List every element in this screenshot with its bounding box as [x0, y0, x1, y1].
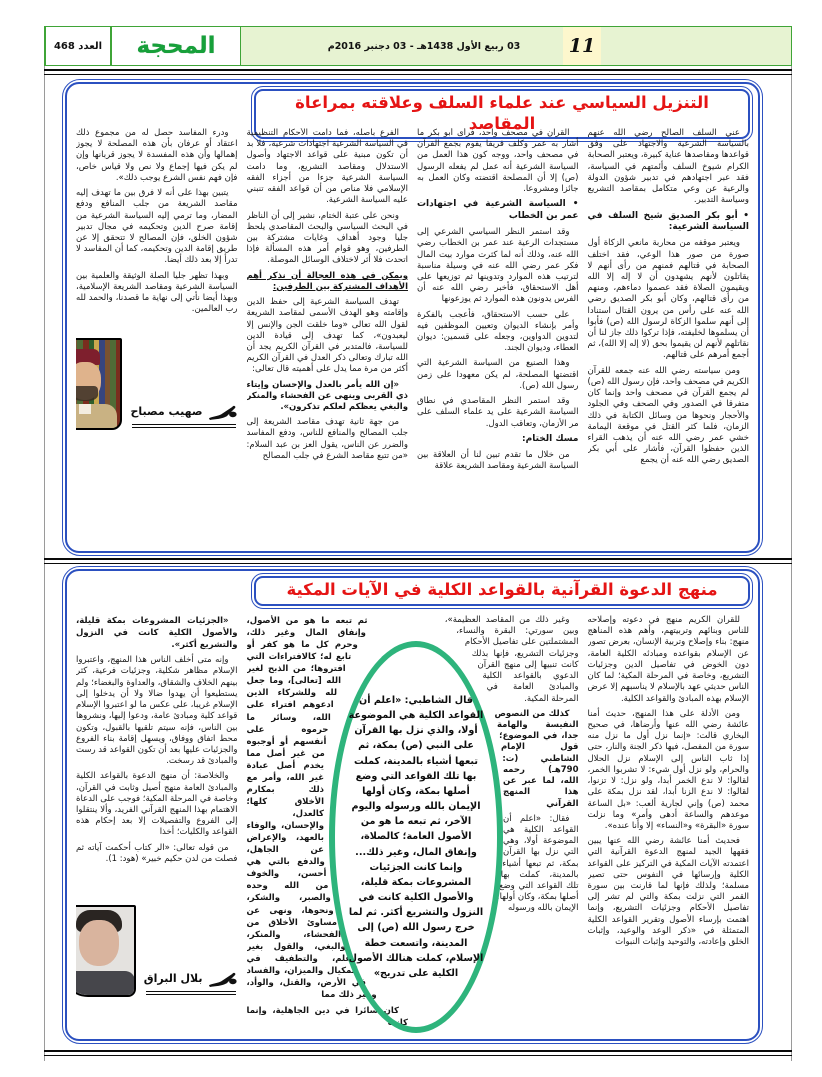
page-header: [44, 26, 792, 66]
author-name: صهيب مصباح: [130, 404, 203, 418]
article-2-column-4: [76, 615, 238, 1035]
paragraph: ويعتبر موقفه من محاربة مانعي الزكاة أول صورة من صور هذا الوعي، فقد اختلف الصحابة في قتالهم فمنهم من رأى أنهم لا يقاتلون لأنهم يشهدون أن لا إله إلا الله ويقيمون الصلاة فقد عصموا دماءهم، ومنهم من رأى قتالهم، وكان أبو بكر الصديق رضي الله عنه على رأس من يرون القتال استنادا إلى أنهم سلموا الزكاة لرسول الله (ص) فأبوا أن يسلموها لخليفته، فإذا تركوا ذلك جاز لنا أن نقاتلهم لأنهم لن يقيموا بحق (لا إله إلا الله)، ثم أجمع أمرهم على قتالهم.: [587, 238, 749, 361]
hadith-quote: ومن الأدلة على هذا المنهج، حديث أمنا عائشة رضي الله عنها وأرضاها، في صحيح البخاري قالت: «إنما نزل أول ما نزل منه سورة من المفصل، فيها ذكر الجنة والنار، حتى إذا ثاب الناس إلى الإسلام نزل الحلال والحرام، ولو نزل أول شيء: لا تشربوا الخمر، لقالوا: لا ندع الخمر أبدا، ولو نزل: لا تزنوا، لقالوا: لا ندع الزنا أبدا، لقد نزل بمكة على محمد (ص) وإني لجارية ألعب: «بل الساعة موعدهم والساعة أدهى وأمر» وما نزلت سورة «البقرة» و«النساء» إلا وأنا عنده».: [587, 708, 749, 831]
author-signature: [130, 404, 237, 430]
paragraph: ومن سياسته رضي الله عنه جمعه للقرآن الكريم في مصحف واحد، فإن رسول الله (ص) لم يجمع القرآن في مصحف واحد وإنما كان متفرقا في الصدور وفي الصحف وفي الجلود والأحجار ونحوها من وسائل الكتابة في ذلك الزمان، فلما كثر القتل في موقعة اليمامة خشي عمر رضي الله عنه أن يذهب القراء الذين حفظوا القرآن، فأشار على أبي بكر الصديق رضي الله عنه أن يجمع: [587, 365, 749, 466]
paragraph: تهدف السياسة الشرعية إلى حفظ الدين وإقامته وهو الهدف الأسمى لمقاصد الشريعة لقول الله تعالى «وما خلقت الجن والإنس إلا ليعبدون»، كما تهدف إلى قيادة الدين للسياسة، فالمتدبر في القرآن الكريم يجد أن الله تبارك وتعالى ذكر العدل في القرآن الكريم أكثر من مرة مما يدل على أهميته قال تعالى:: [246, 297, 408, 375]
newspaper-logo: المحجة: [111, 27, 241, 65]
paragraph: وقد استمر النظر المقاصدي في نطاق السياسة الشرعية على يد علماء السلف على مر الأزمان، وتعاقب الدول.: [417, 396, 579, 429]
author-name: بلال البراق: [143, 972, 203, 986]
paragraph: وقد استمر النظر السياسي الشرعي إلى مستجدات الرعية عند عمر بن الخطاب رضي الله عنه، وذلك أنه لما كثرت موارد بيت المال فكر عمر رضي الله عنه في وسيلة مناسبة لترتيب هذه الموارد وتدوينها ثم توزيعها على أهل الاستحقاق، فأخبر رضي الله عنه أن الفرس يدونون هذه الموارد ثم يوزعونها: [417, 227, 579, 305]
emphasized-line: ويمكن في هذه العجالة أن نذكر أهم الأهداف المشتركة بين الطرفين:: [246, 270, 408, 292]
article-1: [62, 79, 763, 556]
vocalized-quote: ثم تبعه ما هو من الأصول، وإنفاق المال وغير ذلك، وحرم كل ما هو كفر أو تابع له؛ كالافتراءات التي افتروها؛ من الذبح لغير الله [تعالى]، وما جعل لله وللشركاء الذين ادعوهم افتراء على الله، وسائر ما حرموه على أنفسهم أو أوجبوه من غير أصل مما يخدم أصل عبادة غير الله، وأمر مع ذلك بمكارم الأخلاق كلها؛ كالعدل، والإحسان، والوفاء بالعهد، والإعراض عن الجاهل، والدفع بالتي هي أحسن، والخوف من الله وحده والصبر، والشكر، ونحوها، ونهى عن مساوئ الأخلاق من الفحشاء، والمنكر، والبغي، والقول بغير علم، والتطفيف في المكيال والميزان، والفساد في الأرض، والقتل، والوأد، وغير ذلك مما: [246, 616, 377, 1000]
article-1-column-4: [76, 128, 238, 547]
quran-quote: من قوله تعالى: «الر كتاب أحكمت آياته ثم فصلت من لدن حكيم خبير» (هود: 1).: [76, 842, 238, 864]
author-block: [76, 905, 238, 997]
article-2-title-box: [251, 573, 753, 609]
issue-number: العدد 468: [45, 27, 111, 65]
article-2-title: منهج الدعوة القرآنية بالقواعد الكلية في الآيات المكية: [286, 580, 718, 599]
author-photo: [76, 905, 136, 997]
paragraph: يتبين بهذا على أنه لا فرق بين ما تهدف إليه مقاصد الشريعة من جلب المنافع ودفع المضار، وما ترمي إليه السياسة الشرعية من إقامة صرح الدين وتحكيمه في مجال تدبير شؤون الخلق، فإن المصالح لا تتحقق إلا عن طريق إقامة الدين وتحكيمه، كما أن المفاسد لا تدرأ إلا بعد ذلك أيضا.: [76, 188, 238, 266]
signature-rule: [146, 991, 236, 995]
quran-quote: «إن الله يأمر بالعدل والإحسان وإيتاء ذي القربى وينهى عن الفحشاء والمنكر والبغي يعظكم لعلكم تذكرون».: [246, 379, 408, 413]
article-2: [62, 566, 763, 1044]
pull-quote-oval: [329, 641, 503, 1033]
author-photo: [76, 338, 122, 430]
pull-quote-text: قال الشاطبي: «اعلم أن القواعد الكلية هي الموضوعة أولا، والذي نزل بها القرآن على النبي (ص) بمكة، ثم تبعها أشياء بالمدينة، كملت بها تلك القواعد التي وضع أصلها بمكة، وكان أولها الإيمان بالله ورسوله واليوم الآخر، ثم تبعه ما هو من الأصول العامة؛ كالصلاة، وإنفاق المال، وغير ذلك... وإنما كانت الجزئيات المشروعات بمكة قليلة، والأصول الكلية كانت في النزول والتشريع أكثر. ثم لما خرج رسول الله (ص) إلى المدينة، واتسعت خطة الإسلام، كملت هنالك الأصول الكلية على تدريج»: [348, 695, 484, 979]
paragraph: الفرع بأصله، فما دامت الأحكام التنظيمية في السياسة الشرعية اجتهادات شرعية، فلا بد أن تكون مبنية على قواعد الاجتهاد وأصول الاستدلال ومقاصد التشريع، وما دامت السياسة الشرعية جزءا من أجزاء الفقه الإسلامي فلا مناص من أن قواعد الفقه تنبني عليه السياسة الشرعية.: [246, 128, 408, 206]
page-frame-left: [44, 26, 45, 1061]
paragraph: وهذا الصنيع من السياسة الشرعية التي اقتضتها المصلحة، لم يكن معهودا على زمن رسول الله (ص).: [417, 358, 579, 391]
subheading: • السياسة الشرعية في اجتهادات عمر بن الخطاب: [417, 199, 579, 222]
article-1-column-1: [588, 128, 750, 547]
author-block: [76, 338, 238, 430]
author-signature: [144, 971, 238, 997]
paragraph: وبهذا تظهر جليا الصلة الوثيقة والعلمية بين السياسة الشرعية ومقاصد الشريعة الإسلامية، وبهذا أيضا نأتي إلى نهاية ما قصدنا، والحمد لله رب العالمين.: [76, 270, 238, 315]
shirt: [76, 971, 135, 995]
pen-icon: [208, 404, 238, 421]
article-1-column-3: [247, 128, 409, 547]
beard: [76, 386, 98, 401]
paragraph: فحديث أمنا عائشة رضي الله عنها يبين فقهها الجيد لمنهج الدعوة القرآنية التي اعتمدته الآيات المكية في التركيز على القواعد الكلية وإرسائها في النفوس حتى تصير مسلمة؛ ولذلك فإنها لما قارنت بين سورة القمر التي نزلت بمكة والتي لم تشر إلى تفاصيل الأحكام وجزئيات التشريع، وإنما اهتمت بإرساء الأصول وتقرير القواعد الكلية المتمثلة في «ذكر الوعد والوعيد، وإثبات الخلق وإعادته، والتوحيد وإثبات النبوات: [587, 836, 749, 948]
signature-rule: [132, 424, 235, 428]
page-number: 11: [563, 27, 601, 65]
paragraph: كذلك من النصوص النفيسة والهامة جدا، في الموضوع؛ قول الإمام الشاطبي (ت: 790هـ) رحمه الله، لما عبر عن هذا المنهج القرآني: [494, 708, 579, 809]
paragraph: للقرآن الكريم منهج في دعوته وإصلاحه للناس وبنائهم وتربيتهم، وأهم هذه المناهج منهج: بناء وإصلاح وتربية الإنسان، بعرض تصور عن الإسلام بقواعده ومبادئه الكلية العامة، دون الخوض في تفاصيل الدين وجزئيات التشريع، وخاصة في المرحلة المكية؛ لما كان الناس حديثي عهد بالإسلام لا يناسبهم إلا عرض الإسلام بهذه المبادئ والقواعد الكلية.: [587, 615, 749, 704]
subheading: • أبو بكر الصديق شيخ السلف في السياسة الشرعية:: [587, 210, 749, 233]
collar: [79, 404, 91, 414]
pen-icon: [208, 971, 238, 988]
page-bottom-divider: [44, 1050, 792, 1056]
subheading: مسك الختام:: [522, 433, 579, 444]
vocalized-quote: كان سائرا في دين الجاهلية، وإنما كانت: [246, 1006, 408, 1029]
page-frame-right: [791, 26, 792, 1061]
vocalized-quote: «الجزئيات المشروعات بمكة قليلة، والأصول الكلية كانت في النزول والتشريع أكثر».: [76, 616, 238, 651]
paragraph: من خلال ما تقدم تبين لنا أن العلاقة بين السياسة الشرعية ومقاصد الشريعة علاقة: [417, 449, 579, 471]
paragraph: والخلاصة: أن منهج الدعوة بالقواعد الكلية والمبادئ العامة منهج أصيل وثابت في القرآن، وخاصة في المرحلة المكية؛ فوجب على الدعاة الاهتمام بهذا المنهج القرآني الفريد، وألا ينتقلوا إلى الفروع والتفصيلات إلا بعد إحكام هذه القواعد والكليات؛ أخذا: [76, 771, 238, 838]
article-2-column-1: [588, 615, 750, 1035]
article-1-body: [76, 128, 749, 547]
issue-date: 03 ربيع الأول 1438هـ - 03 دجنبر 2016م: [327, 40, 521, 52]
paragraph: وإنه متى أخلف الناس هذا المنهج، واعتبروا الإسلام مظاهر شكلية، وجزئيات فرعية، كثر بينهم الخلاف والشقاق، والعداوة والبغضاء؛ ولم يستطيعوا أن يهدوا ضالا ولا أن يدخلوا إلى الإسلام غريبا، على عكس ما لو اعتبروا الإسلام قواعد كلية ومبادئ عامة، ودعوا إليها، ونشروها بين الناس، فإنه سيتم تلقيها بالقبول، وتكون محط اتفاق ووفاق، ويسهل إقامة بناء الفروع والجزئيات عليها بعد أن تكون القواعد قد رست والمبادئ قد رسخت.: [76, 655, 238, 767]
article-divider: [44, 558, 792, 564]
paragraph: ونحن على عتبة الختام، نشير إلى أن الناظر في البحث السياسي والبحث المقاصدي يلحظ جليا وجود أهداف وغايات مشتركة بين الطرفين، وهو قوام أمر هذه المسألة فإذا اتحدت فلا أثر لاختلاف الوسائل الموصلة.: [246, 210, 408, 266]
header-divider: [44, 69, 792, 75]
article-1-title: التنزيل السياسي عند علماء السلف وعلاقته بمراعاة المقاصد: [295, 93, 709, 133]
paragraph: القرآن في مصحف واحد، فرأى أبو بكر ما أشار به عمر وكلف فريقا يقوم بجمع القرآن في مصحف واحد، ووجه كون هذا العمل من السياسة الشرعية أنه عمل لم يفعله الرسول (ص) إلا أن المصلحة اقتضته وكان العمل به جائزا ومشروعا.: [417, 128, 579, 195]
paragraph: فقال: «اعلم أن القواعد الكلية هي الموضوعة أولا، وهي التي نزل بها القرآن بمكة، ثم تبعها أشياء بالمدينة، كملت بها تلك القواعد التي وضع أصلها بمكة، وكان أولها: الإيمان بالله ورسوله: [496, 813, 579, 914]
face: [79, 920, 119, 966]
paragraph: وغير ذلك من المقاصد العظيمة»، وبين سورتي: البقرة والنساء، المشتملتين على تفاصيل الأحكام وجزئيات التشريع، فإنها بذلك كانت تنبيها إلى منهج القرآن الدعوي بالقواعد الكلية والمبادئ العامة في المرحلة المكية.: [444, 615, 579, 704]
paragraph: من جهة ثانية تهدف مقاصد الشريعة إلى جلب المصالح والمنافع للناس، ودفع المفاسد والضرر عن الناس، يقول العز بن عبد السلام: «من تتبع مقاصد الشرع في جلب المصالح: [246, 417, 408, 461]
paragraph: على حسب الاستحقاق، فأعجب بالفكرة وأمر بإنشاء الديوان وتعيين الموظفين فيه لتدوين الدواوين، وجعله على قسمين: ديوان العطاء، وديوان الجند.: [417, 309, 579, 354]
article-1-column-2: [417, 128, 579, 547]
paragraph: عني السلف الصالح رضي الله عنهم بالسياسة الشرعية والاجتهاد على وفق قواعدها ومقاصدها عناية كبيرة، ويعتبر الصحابة الكرام شيوخ السلف وأئمتهم في السياسة، فقد عبر اجتهادهم في تدبير شؤون الدولة والرعية عن وعي متكامل بمقاصد التشريع وسياسة التدبير.: [587, 128, 749, 206]
article-2-body: [76, 615, 749, 1035]
paragraph: ودرء المفاسد حصل له من مجموع ذلك اعتقاد أو عرفان بأن هذه المصلحة لا يجوز إهمالها وأن هذه المفسدة لا يجوز قربانها وإن لم يكن فيها إجماع ولا نص ولا قياس خاص، فإن فهم نفس الشرع يوجب ذلك».: [76, 128, 238, 183]
